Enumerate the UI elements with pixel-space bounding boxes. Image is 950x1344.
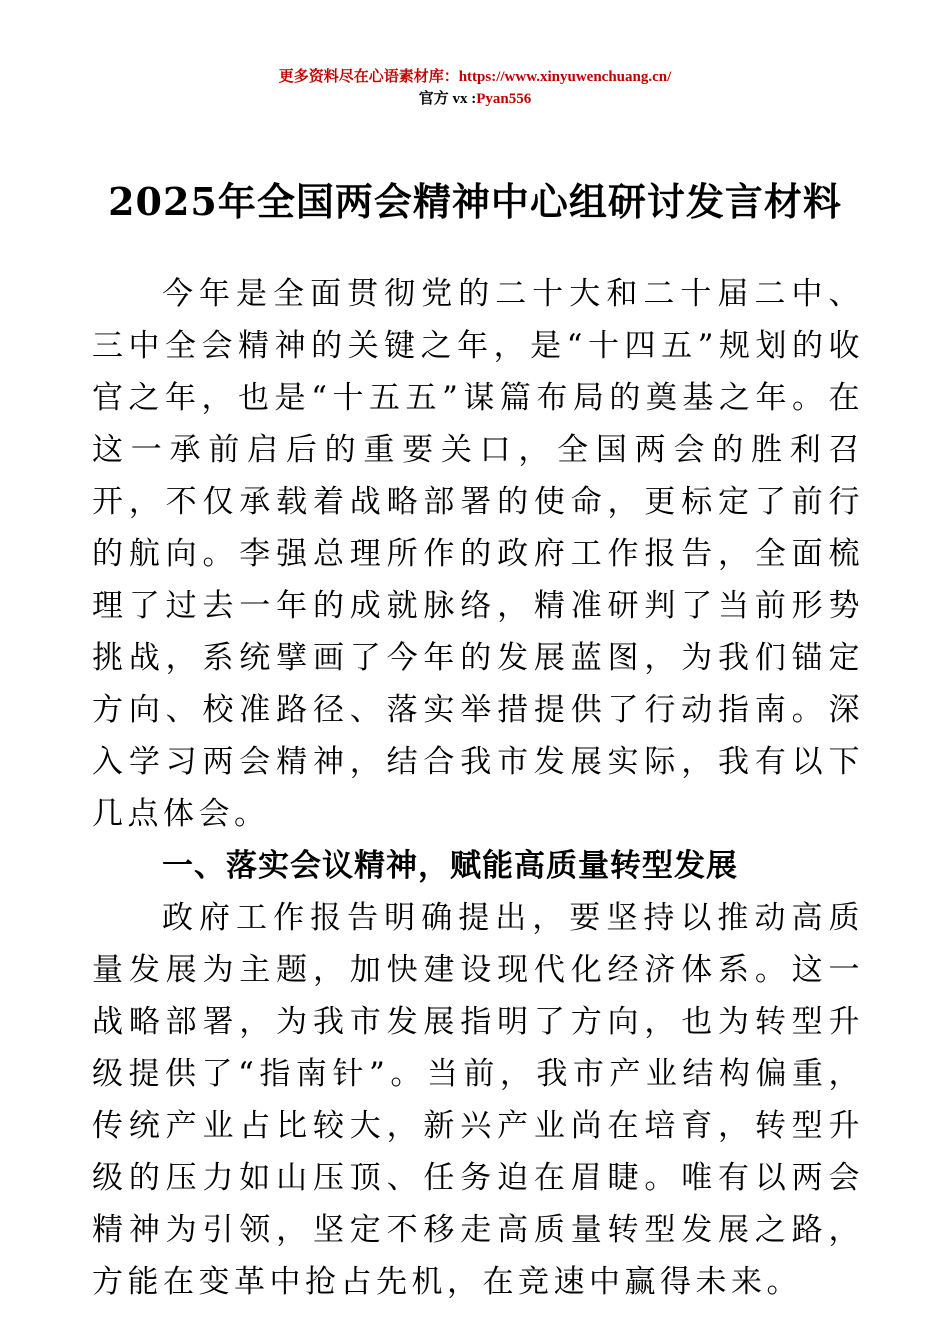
header-line-1 (0, 66, 950, 88)
section-1-paragraph: 政府工作报告明确提出，要坚持以推动高质量发展为主题，加快建设现代化经济体系。这一战略部署，为我市发展指明了方向，也为转型升级提供了“指南针”。当前，我市产业结构偏重，传统产业占比较大，新兴产业尚在培育，转型升级的压力如山压顶、任务迫在眉睫。唯有以两会精神为引领，坚定不移走高质量转型发展之路，方能在变革中抢占先机，在竞速中赢得未来。 (92, 900, 864, 1300)
document-title: 2025年全国两会精神中心组研讨发言材料 (108, 179, 842, 224)
intro-paragraph: 今年是全面贯彻党的二十大和二十届二中、三中全会精神的关键之年，是“十四五”规划的收官之年，也是“十五五”谋篇布局的奠基之年。在这一承前启后的重要关口，全国两会的胜利召开，不仅承载着战略部署的使命，更标定了前行的航向。李强总理所作的政府工作报告，全面梳理了过去一年的成就脉络，精准研判了当前形势挑战，系统擘画了今年的发展蓝图，为我们锚定方向、校准路径、落实举措提供了行动指南。深入学习两会精神，结合我市发展实际，我有以下几点体会。 (92, 276, 864, 832)
header-url-link[interactable]: https://www.xinyuwenchuang.cn/ (458, 69, 672, 85)
watermark-header (0, 66, 950, 110)
document-body (92, 268, 864, 1308)
header-promo-text: 更多资料尽在心语素材库： (278, 69, 459, 85)
section-1-heading: 一、落实会议精神，赋能高质量转型发展 (162, 848, 738, 884)
header-wechat-id: Pyan556 (476, 91, 532, 107)
header-wechat-label: 官方 vx : (418, 91, 477, 107)
header-line-2 (0, 88, 950, 110)
